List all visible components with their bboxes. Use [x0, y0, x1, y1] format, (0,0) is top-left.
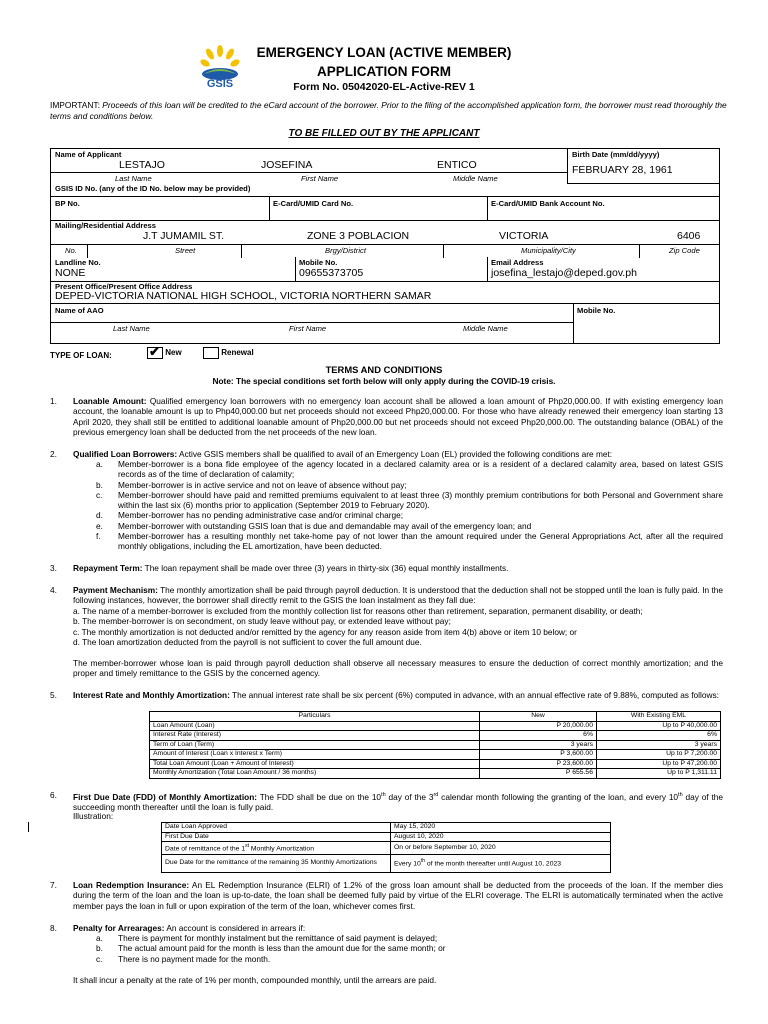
table-row: First Due Date August 10, 2020: [162, 832, 611, 842]
table-header-row: [150, 712, 721, 722]
term-6-head: First Due Date (FDD) of Monthly Amortization:: [73, 791, 258, 802]
term-8: [73, 923, 723, 933]
birth-date-label: Birth Date (mm/dd/yyyy): [572, 150, 660, 159]
birth-date-value[interactable]: FEBRUARY 28, 1961: [572, 164, 673, 176]
term-8-item: c. There is no payment made for the month.: [96, 953, 271, 964]
term-4-list: [73, 606, 723, 647]
terms-note: Note: The special conditions set forth below will only apply during the COVID-19 crisis.: [212, 376, 556, 386]
important-label: IMPORTANT:: [50, 100, 100, 110]
aao-label: Name of AAO: [55, 306, 104, 315]
term-7-head: Loan Redemption Insurance:: [73, 880, 190, 890]
email-value[interactable]: josefina_lestajo@deped.gov.ph: [491, 267, 637, 279]
city-value[interactable]: VICTORIA: [499, 230, 549, 242]
term-1-number: 1.: [50, 396, 57, 406]
term-5-number: 5.: [50, 690, 57, 700]
form-number: Form No. 05042020-EL-Active-REV 1: [293, 81, 475, 93]
fdd-table: [161, 822, 611, 873]
email-label: Email Address: [491, 258, 544, 267]
aao-last-label: Last Name: [113, 324, 150, 333]
aao-first-label: First Name: [289, 324, 327, 333]
street-label: Street: [175, 246, 196, 255]
term-4-text2: The member-borrower whose loan is paid through payroll deduction shall observe all necessary measures to ensure the deduction of correct monthly amortization; and the proper and timely remittance to the GSIS by the concerned agency.: [73, 658, 723, 679]
address-row: [51, 220, 719, 258]
important-text: Proceeds of this loan will be credited to the eCard account of the borrower. Prior to the filing of the accomplished application form, the borrower must read thoroughly the terms and conditions below.: [50, 100, 727, 121]
office-row: [51, 281, 719, 304]
term-4-item: d. The loan amortization deducted from the payroll is not sufficient to cover the full amount due.: [73, 636, 422, 647]
term-4-item: b. The member-borrower is on secondment, on study leave without pay, or extended leave without pay;: [73, 616, 451, 627]
office-value[interactable]: DEPED-VICTORIA NATIONAL HIGH SCHOOL, VICTORIA NORTHERN SAMAR: [55, 290, 432, 302]
table-row: Total Loan Amount (Loan + Amount of Interest) P 23,600.00 Up to P 47,200.00: [150, 759, 721, 769]
term-5-text: The annual interest rate shall be six percent (6%) computed in advance, with an annual effective rate of 9.88%, computed as follows:: [232, 690, 719, 700]
term-7-text: An EL Redemption Insurance (ELRI) of 1.2% of the gross loan amount shall be deducted from the proceeds of the loan. If the member dies during the term of the loan and the loan is up-to-date, the loan shall be deemed fully paid by virtue of the ELRI coverage. The ELRI is automatically terminated when the active member pays the loan in full or upon expiration of the term of the loan, whichever comes first.: [73, 880, 723, 911]
table-row: Term of Loan (Term) 3 years 3 years: [150, 740, 721, 750]
term-2-head: Qualified Loan Borrowers:: [73, 449, 178, 459]
term-2-list: [96, 459, 723, 552]
term-4-item: c. The monthly amortization is not deducted and/or remitted by the agency for any reason aside from item 4(b) above or item 10 below; or: [73, 626, 577, 637]
middle-name-value[interactable]: ENTICO: [437, 159, 477, 171]
term-5: [73, 690, 723, 700]
term-1-text: Qualified emergency loan borrowers with no emergency loan account shall be allowed a loan amount of Php20,000.00. If with existing emergency loan account, the loanable amount is up to Php40,000.00 but net proceeds should not exceed Php20,000.00. For those who have already renewed their emergency loan starting 13 April 2020, they shall still be entitled to additional loanable amount of Php20,000.00 but net proceeds should not exceed Php20,000.00. The outstanding balance (OBAL) of the previous emergency loan shall be deducted from the net proceeds of the new loan.: [73, 396, 723, 437]
term-1-head: Loanable Amount:: [73, 396, 147, 406]
name-label: Name of Applicant: [55, 150, 122, 159]
landline-label: Landline No.: [55, 258, 101, 267]
term-2-item: e. Member-borrower with outstanding GSIS loan that is due and demandable may avail of the emergency loan; and: [96, 520, 532, 531]
aao-middle-label: Middle Name: [463, 324, 508, 333]
table-row: Due Date for the remittance of the remaining 35 Monthly Amortizations Every 10th of the month thereafter until August 10, 2023: [162, 854, 611, 872]
first-name-label: First Name: [301, 174, 339, 183]
term-2-item: b. Member-borrower is in active service and not on leave of absence without pay;: [96, 479, 407, 490]
fill-out-heading: TO BE FILLED OUT BY THE APPLICANT: [288, 128, 480, 139]
term-8-text: An account is considered in arrears if:: [166, 923, 306, 933]
term-2-text: Active GSIS members shall be qualified to avail of an Emergency Loan (EL) provided the following conditions are met:: [179, 449, 613, 459]
term-2-number: 2.: [50, 449, 57, 459]
gsis-id-row: [51, 183, 719, 197]
terms-title: TERMS AND CONDITIONS: [325, 364, 443, 375]
term-3: [73, 563, 723, 573]
ecard-no-label: E-Card/UMID Card No.: [273, 199, 354, 208]
table-header: With Existing EML: [597, 712, 721, 722]
gsis-id-label: GSIS ID No. (any of the ID No. below may be provided): [55, 184, 251, 193]
new-checkbox[interactable]: [147, 344, 163, 359]
term-4: [73, 585, 723, 606]
table-row: Interest Rate (Interest) 6% 6%: [150, 731, 721, 741]
last-name-value[interactable]: LESTAJO: [119, 159, 165, 171]
term-3-number: 3.: [50, 563, 57, 573]
term-2-item: d. Member-borrower has no pending administrative case and/or criminal charge;: [96, 510, 403, 521]
term-6-number: 6.: [50, 790, 57, 800]
table-row: Loan Amount (Loan) P 20,000.00 Up to P 40,000.00: [150, 721, 721, 731]
term-4-item: a. The name of a member-borrower is excluded from the monthly collection list for reasons other than retirement, separation, permanent disability, or death;: [73, 606, 643, 616]
landline-value[interactable]: NONE: [55, 267, 86, 279]
term-8-item: b. The actual amount paid for the month is less than the amount due for the same month; or: [96, 943, 446, 954]
term-4-text: The monthly amortization shall be paid through payroll deduction. It is understood that the deduction shall not be stopped until the loan is fully paid. In the following instances, however, the borrower shall directly remit to the GSIS the loan instalment as they fall due:: [73, 585, 724, 606]
gsis-logo-text: GSIS: [206, 78, 234, 90]
no-label: No.: [65, 246, 77, 255]
first-name-value[interactable]: JOSEFINA: [261, 159, 313, 171]
aao-row: [51, 303, 719, 343]
form-title-line1: EMERGENCY LOAN (ACTIVE MEMBER): [256, 45, 512, 60]
new-label: New: [165, 348, 182, 358]
last-name-label: Last Name: [115, 174, 152, 183]
form-title-line2: APPLICATION FORM: [317, 64, 451, 79]
mobile-value[interactable]: 09655373705: [299, 267, 364, 279]
bank-account-label: E-Card/UMID Bank Account No.: [491, 199, 605, 208]
term-2-item: f. Member-borrower has a resulting monthly net take-home pay of not lower than the amount required under the General Appropriations Act, after all the required monthly obligations, including the EL amortization, have been deducted.: [96, 531, 723, 552]
term-2: [73, 449, 723, 459]
term-6: First Due Date (FDD) of Monthly Amortization: The FDD shall be due on the 10th day of the 3rd calendar month following the granting of the loan, and every 10th day of the succeeding month thereafter until the loan is fully paid.: [73, 791, 723, 813]
term-5-head: Interest Rate and Monthly Amortization:: [73, 690, 230, 700]
table-row: Amount of Interest (Loan x Interest x Term) P 3,600.00 Up to P 7,200.00: [150, 750, 721, 760]
important-notice: [50, 100, 730, 122]
table-row: Date Loan Approved May 15, 2020: [162, 823, 611, 833]
loan-type-label: TYPE OF LOAN:: [50, 351, 112, 360]
loan-type-new[interactable]: [147, 344, 182, 359]
contact-row: [51, 257, 719, 282]
term-8-item: a. There is payment for monthly instalment but the remittance of said payment is delayed;: [96, 933, 438, 943]
term-8-head: Penalty for Arrearages:: [73, 923, 165, 933]
term-3-head: Repayment Term:: [73, 563, 143, 573]
table-row: Monthly Amortization (Total Loan Amount / 36 months) P 655.56 Up to P 1,311.11: [150, 769, 721, 779]
renewal-label: Renewal: [221, 348, 254, 358]
table-header: New: [480, 712, 597, 722]
name-row: [51, 149, 719, 184]
amortization-table: [149, 711, 721, 779]
bp-no-label: BP No.: [55, 199, 80, 208]
term-4-head: Payment Mechanism:: [73, 585, 158, 595]
street-value[interactable]: J.T JUMAMIL ST.: [143, 230, 225, 242]
term-3-text: The loan repayment shall be made over three (3) years in thirty-six (36) equal monthly installments.: [144, 563, 509, 573]
term-2-item: a. Member-borrower is a bona fide employee of the agency located in a declared calamity area or is a resident of a declared calamity area, based on latest GSIS records as of the time of declaration of calamity;: [96, 459, 723, 480]
address-label: Mailing/Residential Address: [55, 221, 156, 230]
table-header: Particulars: [150, 712, 480, 722]
term-8-text2: It shall incur a penalty at the rate of 1% per month, compounded monthly, until the arrears are paid.: [73, 975, 437, 985]
term-2-item: c. Member-borrower should have paid and remitted premiums equivalent to at least three (3) monthly premium contributions for both Personal and Government share within the last six (6) months prior to application (September 2019 to February 2020).: [96, 489, 723, 511]
table-row: Date of remittance of the 1st Monthly Amortization On or before September 10, 2020: [162, 842, 611, 855]
term-8-number: 8.: [50, 923, 57, 933]
applicant-form: [50, 148, 720, 344]
term-1: [73, 396, 723, 437]
mobile-label: Mobile No.: [299, 258, 338, 267]
check-mark-icon: ✔: [149, 344, 160, 359]
brgy-label: Brgy/District: [325, 246, 366, 255]
brgy-value[interactable]: ZONE 3 POBLACION: [307, 230, 410, 242]
zip-value[interactable]: 6406: [677, 230, 701, 242]
term-4-number: 4.: [50, 585, 57, 595]
zip-label: Zip Code: [669, 246, 700, 255]
term-6-illustration: Illustration:: [73, 811, 114, 821]
term-8-list: [96, 933, 723, 964]
id-numbers-row: [51, 196, 719, 221]
middle-name-label: Middle Name: [453, 174, 498, 183]
office-label: Present Office/Present Office Address: [55, 282, 193, 291]
loan-type-renewal[interactable]: [203, 347, 254, 359]
city-label: Municipality/City: [521, 246, 576, 255]
renewal-checkbox[interactable]: [203, 347, 219, 359]
text-cursor: [28, 822, 29, 832]
aao-mobile-label: Mobile No.: [577, 306, 616, 315]
term-7: [73, 880, 723, 911]
term-7-number: 7.: [50, 880, 57, 890]
